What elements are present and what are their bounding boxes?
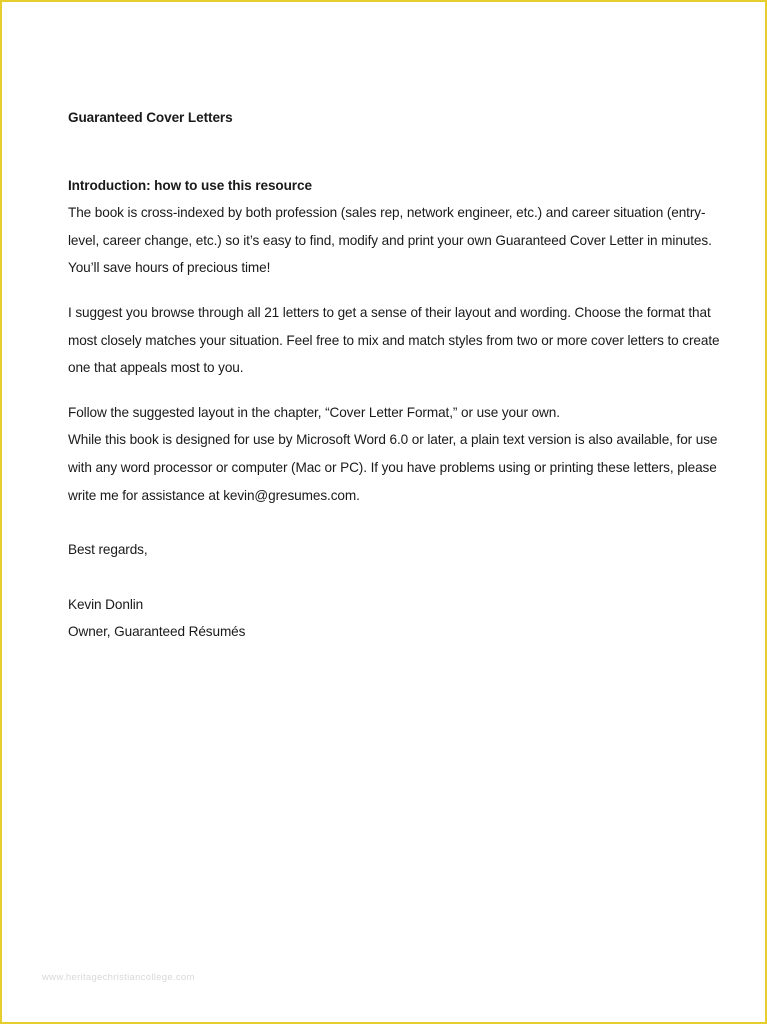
paragraph-word-version: While this book is designed for use by Microsoft Word 6.0 or later, a plain text version is also available, for use with any word processor or computer (Mac or PC). If you have problems using or printing these letters, please write me for assistance at kevin@gresumes.com. (68, 432, 718, 503)
signature-title: Owner, Guaranteed Résumés (68, 624, 246, 640)
paragraph-layout: Follow the suggested layout in the chapter, “Cover Letter Format,” or use your own. (68, 404, 560, 420)
document-title: Guaranteed Cover Letters (68, 110, 233, 125)
signature-name: Kevin Donlin (68, 596, 144, 612)
letter-body (68, 104, 728, 646)
intro-heading: Introduction: how to use this resource (68, 177, 312, 193)
paragraph-cross-index: The book is cross-indexed by both profession (sales rep, network engineer, etc.) and career situation (entry-level, career change, etc.) so it’s easy to find, modify and print your own Guaranteed Cover Letter in minutes. You’ll save hours of precious time! (68, 205, 712, 276)
watermark-text: www.heritagechristiancollege.com (42, 972, 195, 983)
paragraph-browse-letters: I suggest you browse through all 21 letters to get a sense of their layout and wording. Choose the format that most closely matches your situation. Feel free to mix and match styles from two or more cover letters to create one that appeals most to you. (68, 304, 720, 376)
closing: Best regards, (68, 542, 148, 558)
